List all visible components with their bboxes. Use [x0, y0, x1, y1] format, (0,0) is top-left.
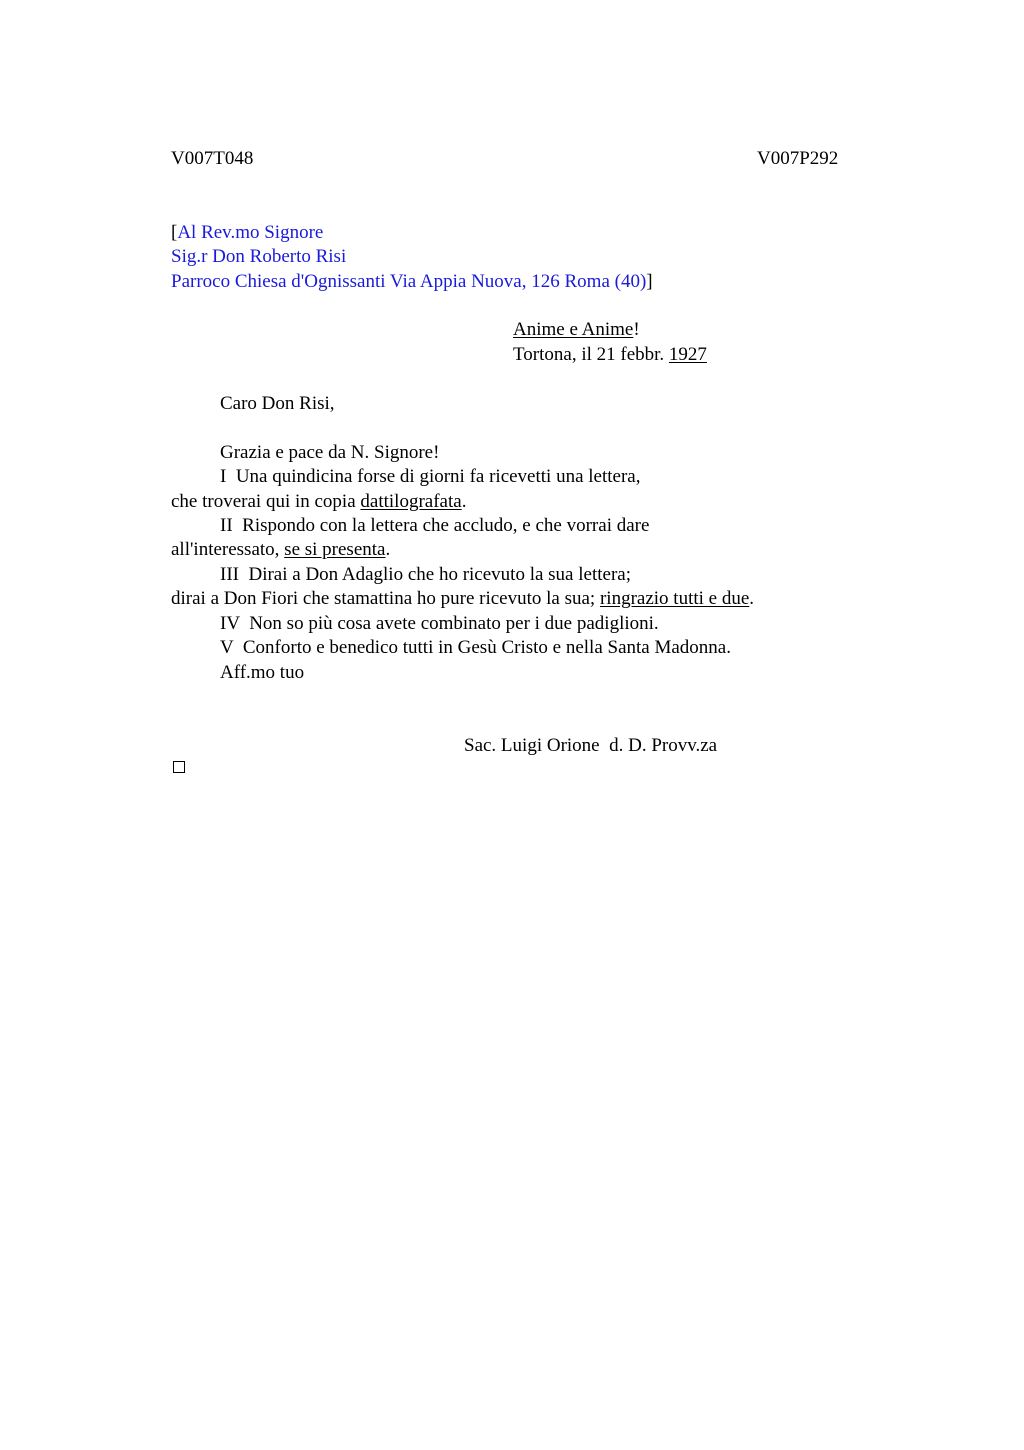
paragraph-2-line-1: II Rispondo con la lettera che accludo, e che vorrai dare [220, 515, 650, 536]
address-parish: Parroco Chiesa d'Ognissanti Via Appia Nuova, 126 Roma (40) [171, 271, 647, 292]
place-date [513, 343, 707, 367]
motto-tail: ! [633, 319, 640, 340]
paragraph-3-text: dirai a Don Fiori che stamattina ho pure ricevuto la sua; [171, 588, 600, 609]
paragraph-2-period: . [385, 539, 391, 560]
motto [513, 318, 640, 342]
address-line-1 [171, 221, 323, 245]
paragraph-2-underlined: se si presenta [284, 539, 386, 560]
document-code-right: V007P292 [757, 148, 839, 169]
paragraph-1-underlined: dattilografata [360, 491, 462, 512]
document-code-left: V007T048 [171, 148, 254, 169]
checkbox-square-icon [173, 761, 185, 773]
paragraph-3-period: . [749, 588, 755, 609]
greeting: Grazia e pace da N. Signore! [220, 442, 440, 463]
closing: Aff.mo tuo [220, 662, 305, 683]
paragraph-1-line-2 [171, 490, 466, 514]
paragraph-1-text: che troverai qui in copia [171, 491, 361, 512]
motto-underlined: Anime e Anime [513, 319, 634, 340]
paragraph-3-underlined: ringrazio tutti e due [599, 588, 750, 609]
address-recipient-title: Al Rev.mo Signore [177, 222, 324, 243]
address-line-3 [171, 270, 653, 294]
paragraph-2-text: all'interessato, [171, 539, 285, 560]
address-open-bracket: [ [171, 222, 178, 243]
paragraph-5: V Conforto e benedico tutti in Gesù Cristo e nella Santa Madonna. [220, 637, 731, 658]
address-recipient-name: Sig.r Don Roberto Risi [171, 246, 347, 267]
place-date-text: Tortona, il 21 febbr. [513, 344, 669, 365]
paragraph-1-period: . [461, 491, 467, 512]
date-year: 1927 [668, 344, 707, 365]
paragraph-3-line-1: III Dirai a Don Adaglio che ho ricevuto la sua lettera; [220, 564, 631, 585]
signature: Sac. Luigi Orione d. D. Provv.za [464, 735, 718, 756]
paragraph-3-line-2 [171, 587, 754, 611]
paragraph-4: IV Non so più cosa avete combinato per i due padiglioni. [220, 613, 659, 634]
address-close-bracket: ] [646, 271, 653, 292]
salutation: Caro Don Risi, [220, 393, 335, 414]
paragraph-2-line-2 [171, 538, 390, 562]
paragraph-1-line-1: I Una quindicina forse di giorni fa ricevetti una lettera, [220, 466, 641, 487]
